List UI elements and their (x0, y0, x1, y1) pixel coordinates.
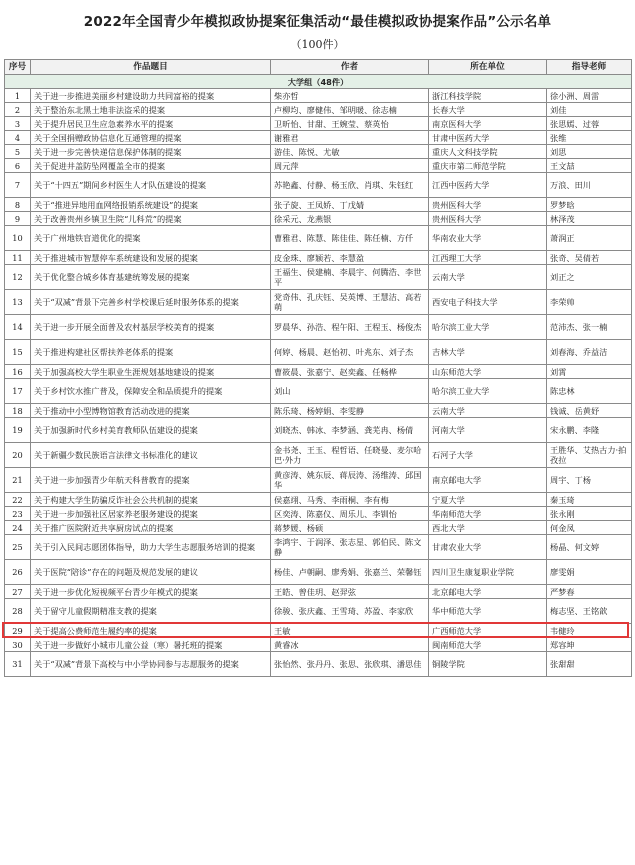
cell-num: 30 (5, 638, 31, 652)
cell-unit: 华南农业大学 (429, 226, 547, 251)
cell-num: 31 (5, 652, 31, 677)
cell-num: 24 (5, 521, 31, 535)
cell-authors: 侯嘉翊、马秀、李雨桐、李有梅 (271, 493, 429, 507)
page-subtitle: （100件） (290, 38, 345, 51)
table-row (5, 365, 632, 379)
cell-unit: 广西师范大学 (429, 624, 547, 638)
table-row (5, 585, 632, 599)
cell-authors: 张子旋、王凤娇、丁戊婧 (271, 198, 429, 212)
table-row (5, 89, 632, 103)
cell-teacher: 王胜华、艾热古力·拍孜拉 (547, 443, 632, 468)
cell-teacher: 张甜甜 (547, 652, 632, 677)
cell-teacher: 张永刚 (547, 507, 632, 521)
cell-authors: 刘山 (271, 379, 429, 404)
cell-teacher: 罗梦晗 (547, 198, 632, 212)
cell-authors: 曹雅君、陈慧、陈佳佳、陈任楠、方仟 (271, 226, 429, 251)
cell-title: 关于进一步开展全面普及农村基层学校美育的提案 (31, 315, 271, 340)
cell-num: 16 (5, 365, 31, 379)
table-row (5, 404, 632, 418)
cell-teacher: 刘霄 (547, 365, 632, 379)
table-row (5, 535, 632, 560)
table-row (5, 468, 632, 493)
cell-authors: 黄睿冰 (271, 638, 429, 652)
cell-title: 关于推动中小型博物馆教育活动改进的提案 (31, 404, 271, 418)
cell-num: 22 (5, 493, 31, 507)
cell-title: 关于推广医院附近共享厨房试点的提案 (31, 521, 271, 535)
cell-unit: 北京邮电大学 (429, 585, 547, 599)
cell-authors: 蒋梦媛、杨硕 (271, 521, 429, 535)
cell-authors: 党奇伟、孔庆钰、吴英博、王慧洁、高若萌 (271, 290, 429, 315)
cell-title: 关于整治东北黑土地非法盗采的提案 (31, 103, 271, 117)
cell-authors: 苏艳鑫、付静、杨玉欣、肖琪、朱钰红 (271, 173, 429, 198)
table-row (5, 117, 632, 131)
cell-teacher: 王文喆 (547, 159, 632, 173)
cell-title: 关于优化整合城乡体育基建统筹发展的提案 (31, 265, 271, 290)
cell-teacher: 梅志坚、王铭歆 (547, 599, 632, 624)
cell-unit: 甘肃农业大学 (429, 535, 547, 560)
table-row (5, 265, 632, 290)
cell-num: 1 (5, 89, 31, 103)
cell-teacher: 刘思 (547, 145, 632, 159)
cell-unit: 长春大学 (429, 103, 547, 117)
cell-authors: 徐骏、张庆鑫、王雪琦、苏盈、李家欣 (271, 599, 429, 624)
award-list-table (4, 59, 632, 677)
cell-authors: 曹筱晨、张嘉宁、赵奕鑫、任畅桦 (271, 365, 429, 379)
cell-authors: 罗晨华、孙浩、程午阳、王程玉、杨俊杰 (271, 315, 429, 340)
cell-num: 20 (5, 443, 31, 468)
cell-num: 21 (5, 468, 31, 493)
table-row (5, 379, 632, 404)
cell-authors: 王福生、侯建楠、李晨宇、何腾浩、李世平 (271, 265, 429, 290)
cell-authors: 皮金珠、廖颖若、李慧盈 (271, 251, 429, 265)
cell-authors: 卢柳均、廖健伟、邹明暖、徐志楠 (271, 103, 429, 117)
cell-teacher: 林泽茂 (547, 212, 632, 226)
cell-num: 18 (5, 404, 31, 418)
cell-num: 14 (5, 315, 31, 340)
cell-title: 关于加强高校大学生职业生涯规划基地建设的提案 (31, 365, 271, 379)
cell-authors: 谢雅君 (271, 131, 429, 145)
col-header-authors: 作者 (271, 60, 429, 75)
table-row (5, 521, 632, 535)
cell-authors: 张怡然、张丹丹、张思、张欣琪、潘思佳 (271, 652, 429, 677)
table-row (5, 173, 632, 198)
cell-authors: 区奕涛、陈嘉仪、周乐儿、李钏怡 (271, 507, 429, 521)
cell-teacher: 杨晶、何文婷 (547, 535, 632, 560)
cell-teacher: 陈忠林 (547, 379, 632, 404)
cell-authors: 徐采元、龙燕银 (271, 212, 429, 226)
cell-teacher: 萧润正 (547, 226, 632, 251)
cell-num: 9 (5, 212, 31, 226)
cell-unit: 闽南师范大学 (429, 638, 547, 652)
cell-unit: 重庆市第二师范学院 (429, 159, 547, 173)
cell-unit: 石河子大学 (429, 443, 547, 468)
cell-teacher: 徐小洲、周雷 (547, 89, 632, 103)
cell-teacher: 张思嫣、过蓉 (547, 117, 632, 131)
cell-unit: 华南师范大学 (429, 507, 547, 521)
table-row (5, 290, 632, 315)
cell-num: 2 (5, 103, 31, 117)
cell-num: 23 (5, 507, 31, 521)
cell-title: 关于改善贵州乡镇卫生院“儿科荒”的提案 (31, 212, 271, 226)
table-row (5, 507, 632, 521)
cell-authors: 游佳、陈悦、尤敏 (271, 145, 429, 159)
table-row (5, 159, 632, 173)
col-header-no: 序号 (5, 60, 31, 75)
cell-title: 关于全国捐赠政协信息化互通管理的提案 (31, 131, 271, 145)
cell-unit: 南京邮电大学 (429, 468, 547, 493)
cell-unit: 重庆人文科技学院 (429, 145, 547, 159)
cell-title: 关于进一步做好小城市儿童公益（寒）暑托班的提案 (31, 638, 271, 652)
cell-unit: 浙江科技学院 (429, 89, 547, 103)
cell-teacher: 张维 (547, 131, 632, 145)
table-row (5, 418, 632, 443)
cell-teacher: 韦健玲 (547, 624, 632, 638)
cell-title: 关于进一步完善快递信息保护体制的提案 (31, 145, 271, 159)
cell-title: 关于“十四五”期间乡村医生人才队伍建设的提案 (31, 173, 271, 198)
cell-num: 28 (5, 599, 31, 624)
col-header-teacher: 指导老师 (547, 60, 632, 75)
cell-unit: 贵州医科大学 (429, 198, 547, 212)
cell-title: 关于构建大学生防骗反诈社会公共机制的提案 (31, 493, 271, 507)
col-header-unit: 所在单位 (429, 60, 547, 75)
cell-title: 关于留守儿童假期精准支教的提案 (31, 599, 271, 624)
cell-title: 关于进一步加强青少年航天科普教育的提案 (31, 468, 271, 493)
cell-num: 29 (5, 624, 31, 638)
cell-teacher: 范沛杰、张一楠 (547, 315, 632, 340)
cell-unit: 华中师范大学 (429, 599, 547, 624)
cell-teacher: 李荣帅 (547, 290, 632, 315)
cell-teacher: 廖雯娟 (547, 560, 632, 585)
cell-title: 关于进一步优化短视频平台青少年模式的提案 (31, 585, 271, 599)
cell-unit: 吉林大学 (429, 340, 547, 365)
cell-teacher: 宋永鹏、李隆 (547, 418, 632, 443)
cell-title: 关于“双减”背景下完善乡村学校课后延时服务体系的提案 (31, 290, 271, 315)
table-row (5, 340, 632, 365)
cell-title: 关于广州地铁盲道优化的提案 (31, 226, 271, 251)
cell-title: 关于乡村饮水推广普及，保障安全和品质提升的提案 (31, 379, 271, 404)
cell-num: 27 (5, 585, 31, 599)
cell-num: 12 (5, 265, 31, 290)
cell-unit: 南京医科大学 (429, 117, 547, 131)
cell-unit: 哈尔滨工业大学 (429, 379, 547, 404)
cell-teacher: 严梦春 (547, 585, 632, 599)
table-row (5, 599, 632, 624)
table-header-row (5, 60, 632, 75)
cell-title: 关于“双减”背景下高校与中小学协同参与志愿服务的提案 (31, 652, 271, 677)
cell-authors: 周元萍 (271, 159, 429, 173)
cell-unit: 甘肃中医药大学 (429, 131, 547, 145)
cell-title: 关于新疆少数民族语言法律文书标准化的建议 (31, 443, 271, 468)
cell-unit: 西安电子科技大学 (429, 290, 547, 315)
table-row (5, 624, 632, 638)
cell-unit: 西北大学 (429, 521, 547, 535)
cell-teacher: 郑容坤 (547, 638, 632, 652)
cell-unit: 山东师范大学 (429, 365, 547, 379)
cell-num: 19 (5, 418, 31, 443)
cell-num: 6 (5, 159, 31, 173)
cell-unit: 宁夏大学 (429, 493, 547, 507)
cell-teacher: 张奇、吴倩若 (547, 251, 632, 265)
cell-unit: 四川卫生康复职业学院 (429, 560, 547, 585)
cell-title: 关于促进井盖防坠网覆盖全市的提案 (31, 159, 271, 173)
cell-num: 17 (5, 379, 31, 404)
cell-teacher: 秦玉琦 (547, 493, 632, 507)
table-row (5, 638, 632, 652)
cell-title: 关于提升居民卫生应急素养水平的提案 (31, 117, 271, 131)
cell-authors: 黄彦涛、姚东辰、蒋辰涛、汤维涛、邱国华 (271, 468, 429, 493)
cell-title: 关于引入民间志愿团体指导，助力大学生志愿服务培训的提案 (31, 535, 271, 560)
cell-num: 25 (5, 535, 31, 560)
cell-teacher: 何金凤 (547, 521, 632, 535)
table-row (5, 493, 632, 507)
cell-num: 26 (5, 560, 31, 585)
cell-num: 4 (5, 131, 31, 145)
table-row (5, 251, 632, 265)
cell-authors: 王皓、曾佳玥、赵羿弦 (271, 585, 429, 599)
cell-title: 关于“推进异地用血网络报销系统建设”的提案 (31, 198, 271, 212)
cell-title: 关于加强新时代乡村美育教师队伍建设的提案 (31, 418, 271, 443)
cell-teacher: 钱诚、岳黄妤 (547, 404, 632, 418)
cell-unit: 江西中医药大学 (429, 173, 547, 198)
table-row (5, 131, 632, 145)
table-row (5, 103, 632, 117)
col-header-title: 作品题目 (31, 60, 271, 75)
cell-authors: 陈乐琦、杨婷娟、李雯静 (271, 404, 429, 418)
cell-authors: 刘晓杰、韩冰、李梦涵、龚芜冉、杨倩 (271, 418, 429, 443)
cell-num: 11 (5, 251, 31, 265)
cell-teacher: 周宇、丁杨 (547, 468, 632, 493)
cell-unit: 哈尔滨工业大学 (429, 315, 547, 340)
cell-unit: 云南大学 (429, 404, 547, 418)
table-row (5, 212, 632, 226)
cell-unit: 云南大学 (429, 265, 547, 290)
cell-authors: 王敏 (271, 624, 429, 638)
cell-title: 关于医院“陪诊”存在的问题及规范发展的建议 (31, 560, 271, 585)
cell-num: 7 (5, 173, 31, 198)
cell-title: 关于进一步推进美丽乡村建设助力共同富裕的提案 (31, 89, 271, 103)
group-row (5, 75, 632, 89)
cell-authors: 金书尧、王玉、程哲语、任晓曼、麦尔哈巴·外力 (271, 443, 429, 468)
cell-num: 5 (5, 145, 31, 159)
cell-num: 15 (5, 340, 31, 365)
cell-title: 关于推进构建社区帮扶养老体系的提案 (31, 340, 271, 365)
table-row (5, 226, 632, 251)
cell-num: 10 (5, 226, 31, 251)
cell-authors: 卫昕怡、甘甜、王婉莹、蔡英怡 (271, 117, 429, 131)
cell-num: 3 (5, 117, 31, 131)
cell-unit: 铜陵学院 (429, 652, 547, 677)
table-row (5, 652, 632, 677)
cell-title: 关于进一步加强社区居家养老服务建设的提案 (31, 507, 271, 521)
cell-authors: 何婷、杨晨、赵怡初、叶兆东、刘子杰 (271, 340, 429, 365)
cell-unit: 河南大学 (429, 418, 547, 443)
table-row (5, 315, 632, 340)
group-label: 大学组（48件） (5, 75, 632, 89)
cell-teacher: 刘春海、乔益洁 (547, 340, 632, 365)
cell-authors: 柴亦哲 (271, 89, 429, 103)
cell-num: 8 (5, 198, 31, 212)
cell-title: 关于推进城市智慧停车系统建设和发展的提案 (31, 251, 271, 265)
cell-unit: 江西理工大学 (429, 251, 547, 265)
table-row (5, 145, 632, 159)
page-title: 2022年全国青少年模拟政协提案征集活动“最佳模拟政协提案作品”公示名单 (83, 14, 552, 30)
cell-authors: 李鸿宇、于润泽、张志星、郭伯民、陈文静 (271, 535, 429, 560)
table-row (5, 560, 632, 585)
cell-unit: 贵州医科大学 (429, 212, 547, 226)
table-row (5, 198, 632, 212)
cell-teacher: 刘正之 (547, 265, 632, 290)
cell-num: 13 (5, 290, 31, 315)
cell-title: 关于提高公费师范生履约率的提案 (31, 624, 271, 638)
table-row (5, 443, 632, 468)
cell-authors: 杨佳、卢朝嗣、廖秀娟、张嘉兰、荣馨钰 (271, 560, 429, 585)
cell-teacher: 刘佳 (547, 103, 632, 117)
cell-teacher: 万浪、田川 (547, 173, 632, 198)
